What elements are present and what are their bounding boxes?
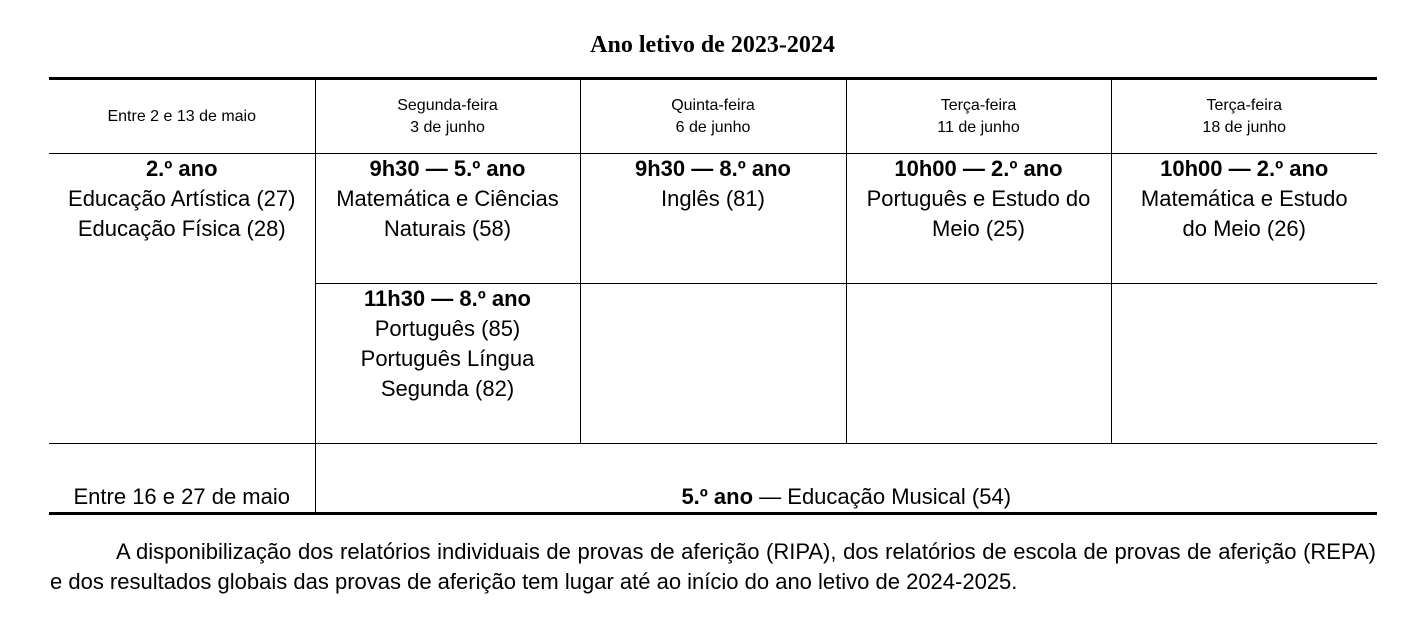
header-date: 11 de junho [937, 118, 1020, 136]
header-cell-day-2 [315, 79, 580, 154]
exam-line: Matemática e Ciências [336, 186, 559, 211]
exam-line: Educação Artística (27) [68, 186, 296, 211]
schedule-row-3 [49, 444, 1377, 514]
exam-heading: 10h00 — 2.º ano [1160, 156, 1329, 181]
header-row [49, 79, 1377, 154]
exam-line: Segunda (82) [380, 376, 515, 401]
exam-heading: 10h00 — 2.º ano [894, 156, 1063, 181]
exam-line: Educação Física (28) [77, 216, 286, 241]
header-weekday: Segunda-feira [397, 96, 498, 114]
header-weekday: Quinta-feira [671, 96, 755, 114]
exam-heading: 11h30 — 8.º ano [364, 286, 531, 311]
cell-day5-slot1 [1111, 154, 1377, 284]
exam-subject: — Educação Musical (54) [753, 484, 1012, 509]
exam-grade: 5.º ano [681, 484, 754, 509]
header-date: 6 de junho [675, 118, 751, 136]
cell-day2-slot2 [315, 284, 580, 444]
exam-heading: 9h30 — 5.º ano [369, 156, 526, 181]
header-cell-day-4 [846, 79, 1111, 154]
exam-line: Português Língua [360, 346, 535, 371]
cell-period-2-exam [315, 444, 1377, 514]
cell-day5-slot2-empty [1111, 284, 1377, 444]
exam-line: Matemática e Estudo [1140, 186, 1348, 211]
cell-period-2 [49, 444, 315, 514]
cell-period-1-exams [49, 154, 315, 444]
exam-line: Meio (25) [932, 216, 1025, 241]
document-title: Ano letivo de 2023-2024 [590, 32, 835, 58]
schedule-table [49, 77, 1377, 515]
exam-heading: 2.º ano [145, 156, 218, 181]
header-weekday: Terça-feira [940, 96, 1017, 114]
header-cell-day-5 [1111, 79, 1377, 154]
cell-day3-slot1 [580, 154, 846, 284]
exam-heading: 9h30 — 8.º ano [635, 156, 791, 181]
cell-day3-slot2-empty [580, 284, 846, 444]
header-date: 3 de junho [410, 118, 485, 136]
header-cell-day-3 [580, 79, 846, 154]
cell-day4-slot1 [846, 154, 1111, 284]
exam-line: do Meio (26) [1182, 216, 1306, 241]
header-weekday: Terça-feira [1206, 96, 1283, 114]
header-period-label: Entre 2 e 13 de maio [107, 107, 257, 125]
exam-line: Português (85) [374, 316, 521, 341]
header-date: 18 de junho [1202, 118, 1287, 136]
cell-day2-slot1 [315, 154, 580, 284]
cell-day4-slot2-empty [846, 284, 1111, 444]
exam-line: Português e Estudo do [866, 186, 1091, 211]
header-cell-period-1 [49, 79, 315, 154]
exam-line: Naturais (58) [383, 216, 512, 241]
footnote-paragraph: A disponibilização dos relatórios individuais de provas de aferição (RIPA), dos relatórios de escola de provas de aferição (REPA) e dos resultados globais das provas de aferição tem lugar até ao início do ano letivo de 2024-2025. [50, 539, 1376, 594]
exam-line: Inglês (81) [661, 186, 765, 211]
schedule-row-1 [49, 154, 1377, 284]
period-label: Entre 16 e 27 de maio [73, 484, 290, 509]
